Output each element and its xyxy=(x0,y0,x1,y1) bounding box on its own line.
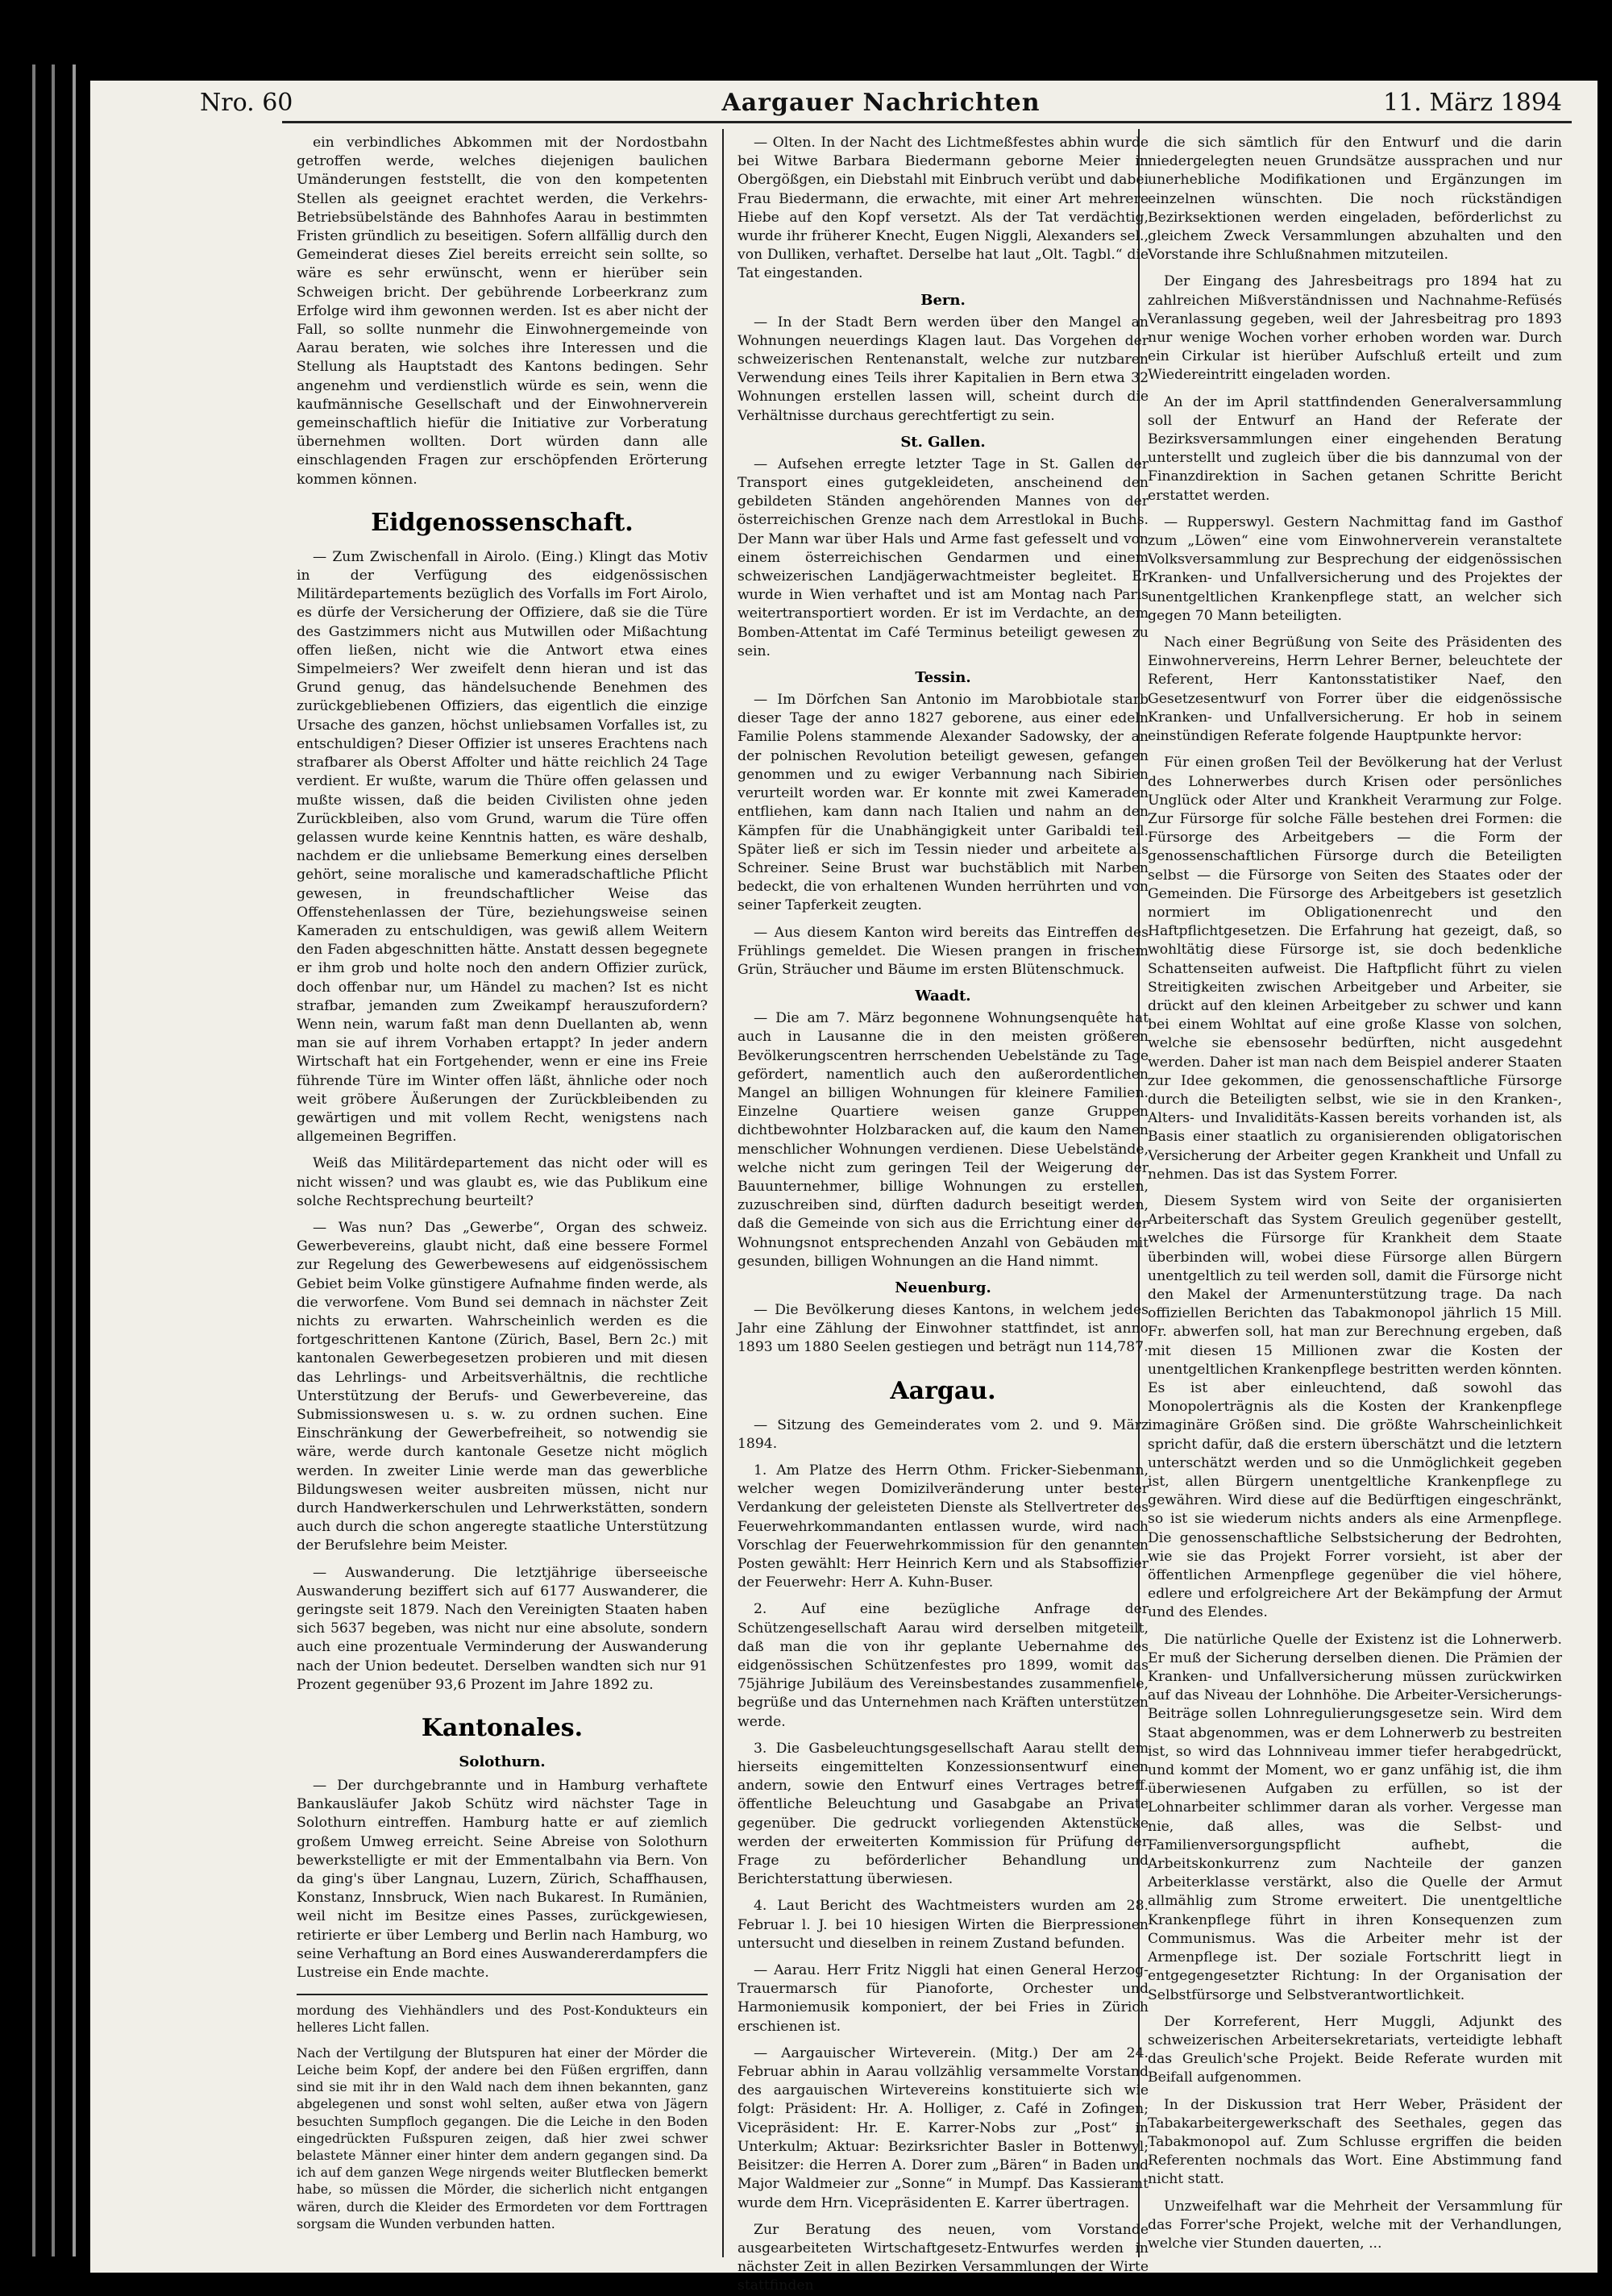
article-paragraph: die sich sämtlich für den Entwurf und die darin niedergelegten neuen Grundsätze aussprachen und nur unerhebliche Modifikationen und Ergänzungen im einzelnen wünschten. Die noch rückständigen Bezirksektionen werden eingeladen, beförderlichst zu gleichem Zweck Versammlungen abzuhalten und den Vorstande ihre Schlußnahmen mitzuteilen. xyxy=(1148,135,1562,264)
article-paragraph: ein verbindliches Abkommen mit der Nordostbahn getroffen werde, welches diejenigen baulichen Umänderungen feststellt, die von den kompetenten Stellen als geeignet erachtet werden, die Verkehrs-Betriebsübelstände des Bahnhofes Aarau in bestimmten Fristen gründlich zu beseitigen. Sofern allfällig durch den Gemeinderat dieses Ziel bereits erreicht sein sollte, so wäre es sehr erwünscht, wenn er hierüber sein Schweigen bricht. Der gebührende Lorbeerkranz zum Erfolge wird ihm gewonnen werden. Ist es aber nicht der Fall, so sollte nunmehr die Einwohnergemeinde von Aarau beraten, wie solches ihre Interessen und die Stellung als Hauptstadt des Kantons bedingen. Sehr angenehm und verdienstlich würde es sein, wenn die kaufmännische Gesellschaft und der Einwohnerverein gemeinschaftlich hiefür die Initiative zur Vorberatung übernehmen wollten. Dort würden dann alle einschlagenden Fragen zur erschöpfenden Erörterung kommen können. xyxy=(297,135,708,488)
article-paragraph: — Die am 7. März begonnene Wohnungsenquête hat auch in Lausanne die in den meisten größeren Bevölkerungscentren herrschenden Uebelstände zu Tage gefördert, namentlich auch den außerordentlichen Mangel an billigen Wohnungen für kleinere Familien. Einzelne Quartiere weisen ganze Gruppen dichtbewohnter Holzbaracken auf, die kaum den Namen menschlicher Wohnungen verdienen. Diese Uebelstände, welche nicht zum geringen Teil der Weigerung der Bauunternehmer, billige Wohnungen zu erstellen, zuzuschreiben sind, dürften dadurch beseitigt werden, daß die Gemeinde von sich aus die Errichtung einer der Wohnungsnot entsprechenden Anzahl von Gebäuden mit gesunden, billigen Wohnungen an die Hand nimmt. xyxy=(737,1010,1149,1270)
book-edge-left xyxy=(32,64,35,2256)
article-paragraph: 1. Am Platze des Herrn Othm. Fricker-Siebenmann, welcher wegen Domizilveränderung unter bester Verdankung der geleisteten Dienste als Stellvertreter des Feuerwehrkommandanten entlassen wurde, wird nach Vorschlag der Feuerwehrkommission für den genannten Posten gewählt: Herr Heinrich Kern und als Stabsoffizier der Feuerwehr: Herr A. Kuhn-Buser. xyxy=(737,1462,1149,1591)
article-paragraph: — Im Dörfchen San Antonio im Marobbiotale starb dieser Tage der anno 1827 geborene, aus einer edeln Familie Polens stammende Alexander Sadowsky, der an der polnischen Revolution beteiligt gewesen, gefangen genommen und zu ewiger Verbannung nach Sibirien verurteilt worden war. Er konnte mit zwei Kameraden entfliehen, kam dann nach Italien und nahm an den Kämpfen für die Unabhängigkeit unter Garibaldi teil. Später ließ er sich im Tessin nieder und arbeitete als Schreiner. Seine Brust war buchstäblich mit Narben bedeckt, die von erhaltenen Wunden herrührten und von seiner Tapferkeit zeugten. xyxy=(737,692,1149,914)
column-1 xyxy=(297,134,708,2246)
newspaper-title: Aargauer Nachrichten xyxy=(721,89,1041,117)
issue-number: Nro. 60 xyxy=(200,89,293,117)
article-paragraph: — Aarau. Herr Fritz Niggli hat einen General Herzog-Trauermarsch für Pianoforte, Orchester und Harmoniemusik komponiert, der bei Fries in Zürich erschienen ist. xyxy=(737,1962,1149,2035)
issue-date: 11. März 1894 xyxy=(1383,89,1562,117)
article-paragraph: — In der Stadt Bern werden über den Mangel an Wohnungen neuerdings Klagen laut. Das Vorgehen der schweizerischen Rentenanstalt, welche zur nutzbaren Verwendung eines Teils ihrer Kapitalien in Bern etwa 32 Wohnungen erstellen lassen will, scheint durch die Verhältnisse durchaus gerechtfertigt zu sein. xyxy=(737,314,1149,424)
article-paragraph: Der Korreferent, Herr Muggli, Adjunkt des schweizerischen Arbeitersekretariats, verteidigte lebhaft das Greulich'sche Projekt. Beide Referate wurden mit Beifall aufgenommen. xyxy=(1148,2013,1562,2086)
article-paragraph: — Was nun? Das „Gewerbe“, Organ des schweiz. Gewerbevereins, glaubt nicht, daß eine bessere Formel zur Regelung des Gewerbewesens auf eidgenössischem Gebiet beim Volke günstigere Aufnahme finden werde, als die verworfene. Vom Bund sei demnach in nächster Zeit nichts zu erwarten. Wahrscheinlich werden es die fortgeschrittenen Kantone (Zürich, Basel, Bern 2c.) mit kantonalen Gewerbegesetzen probieren und mit diesen das Lehrlings- und Arbeitsverhältnis, die rechtliche Unterstützung der Berufs- und Gewerbevereine, das Submissionswesen u. s. w. zu ordnen suchen. Eine Einschränkung der Gewerbefreiheit, so notwendig sie wäre, werde durch kantonale Gesetze nicht möglich werden. In zweiter Linie werde man das gewerbliche Bildungswesen weiter ausbreiten müssen, nicht nur durch Handwerkerschulen und Lehrwerkstätten, sondern auch durch die schon angeregte staatliche Unterstützung der Berufslehre beim Meister. xyxy=(297,1219,708,1554)
article-paragraph: An der im April stattfindenden Generalversammlung soll der Entwurf an Hand der Referate der Bezirksversammlungen einer eingehenden Beratung unterstellt und zugleich über die bis dannzumal von der Finanzdirektion in Sachen getanen Schritte Bericht erstattet werden. xyxy=(1148,393,1562,504)
article-paragraph: Zur Beratung des neuen, vom Vorstande ausgearbeiteten Wirtschaftgesetz-Entwurfes werden in nächster Zeit in allen Bezirken Versammlungen der Wirte stattfinden xyxy=(737,2221,1149,2294)
article-paragraph: Weiß das Militärdepartement das nicht oder will es nicht wissen? und was glaubt es, wie das Publikum eine solche Rechtsprechung beurteilt? xyxy=(297,1155,708,1209)
section-heading: Eidgenossenschaft. xyxy=(371,508,634,537)
canton-heading: Bern. xyxy=(920,291,966,309)
article-paragraph: — Aargauischer Wirteverein. (Mitg.) Der am 24. Februar abhin in Aarau vollzählig versammelte Vorstand des aargauischen Wirtevereins konstituierte sich wie folgt: Präsident: Hr. A. Holliger, z. Café in Zofingen; Vicepräsident: Hr. E. Karrer-Nobs zur „Post“ in Unterkulm; Aktuar: Bezirksrichter Basler in Bottenwyl; Beisitzer: die Herren A. Dorer zum „Bären“ in Baden und Major Waldmeier zur „Sonne“ in Mumpf. Das Kassieramt wurde dem Hrn. Vicepräsidenten E. Karrer übertragen. xyxy=(737,2044,1149,2211)
article-paragraph: — Aufsehen erregte letzter Tage in St. Gallen der Transport eines gutgekleideten, anscheinend den gebildeten Ständen angehörenden Mannes von der österreichischen Grenze nach dem Arrestlokal in Buchs. Der Mann war über Hals und Arme fast gefesselt und von einem österreichischen Gendarmen und einem schweizerischen Landjägerwachtmeister begleitet. Er wurde in Wien verhaftet und ist am Montag nach Paris weitertransportiert worden. Er ist im Verdachte, an dem Bomben-Attentat im Café Terminus beteiligt gewesen zu sein. xyxy=(737,455,1149,659)
article-paragraph: 2. Auf eine bezügliche Anfrage der Schützengesellschaft Aarau wird derselben mitgeteilt, daß man die von ihr geplante Uebernahme des eidgenössischen Schützenfestes pro 1899, womit das 75jährige Jubiläum des Vereinsbestandes zusammenfiele, begrüße und das Unternehmen nach Kräften unterstützen werde. xyxy=(737,1601,1149,1730)
article-paragraph: — Rupperswyl. Gestern Nachmittag fand im Gasthof zum „Löwen“ eine vom Einwohnerverein veranstaltete Volksversammlung zur Besprechung der eidgenössischen Kranken- und Unfallversicherung und des Projektes der unentgeltlichen Krankenpflege statt, an welcher sich gegen 70 Mann beteiligten. xyxy=(1148,514,1562,624)
article-paragraph: Der Eingang des Jahresbeitrags pro 1894 hat zu zahlreichen Mißverständnissen und Nachnahme-Refüsés Veranlassung gegeben, weil der Jahresbeitrag pro 1893 nur wenige Wochen vorher erhoben worden war. Durch ein Cirkular ist hierüber Aufschluß erteilt und zum Wiedereintritt eingeladen worden. xyxy=(1148,273,1562,384)
canton-heading: Neuenburg. xyxy=(895,1279,991,1296)
article-paragraph: Diesem System wird von Seite der organisierten Arbeiterschaft das System Greulich gegenüber gestellt, welches die Fürsorge für Krankheit dem Staate überbinden will, wobei diese Fürsorge allen Bürgern unentgeltlich zu teil werden soll, damit die Fürsorge nicht den Makel der Armenunterstützung trage. Da nach offiziellen Berichten das Tabakmonopol jährlich 15 Mill. Fr. abwerfen soll, hat man zur Berechnung ergeben, daß mit diesen 15 Millionen zwar die Kosten der unentgeltlichen Krankenpflege bestritten werden könnten. Es ist aber einleuchtend, daß sowohl das Monopolerträgnis als die Kosten der Krankenpflege imaginäre Größen sind. Die größte Wahrscheinlichkeit spricht dafür, daß die erstern überschätzt und die letztern unterschätzt werden und so die Unmöglichkeit gegeben ist, allen Bürgern unentgeltliche Krankenpflege zu gewähren. Wird diese auf die Bedürftigen eingeschränkt, so ist sie wiederum nichts anders als eine Armenpflege. Die genossenschaftliche Selbstsicherung der Bedrohten, wie sie das Projekt Forrer vorsieht, ist aber der öffentlichen Armenpflege gegenüber die viel höhere, edlere und erfolgreichere Art der Bekämpfung der Armut und des Elendes. xyxy=(1148,1192,1563,1621)
article-paragraph: 4. Laut Bericht des Wachtmeisters wurden am 28. Februar l. J. bei 10 hiesigen Wirten die Bierpressionen untersucht und dieselben in reinem Zustand befunden. xyxy=(737,1898,1149,1952)
column-3 xyxy=(1148,134,1563,2252)
section-heading: Aargau. xyxy=(890,1376,996,1405)
article-paragraph: Nach einer Begrüßung von Seite des Präsidenten des Einwohnervereins, Herrn Lehrer Berner, beleuchtete der Referent, Herr Kantonsstatistiker Naef, den Gesetzesentwurf von Forrer über die eidgenössische Kranken- und Unfallversicherung. Er hob in seinem einstündigen Referate folgende Hauptpunkte hervor: xyxy=(1148,634,1562,745)
article-paragraph: — Die Bevölkerung dieses Kantons, in welchem jedes Jahr eine Zählung der Einwohner stattfindet, ist anno 1893 um 1880 Seelen gestiegen und beträgt nun 114,787. xyxy=(737,1301,1149,1356)
feuilleton-rule xyxy=(297,1994,708,1995)
column-2 xyxy=(737,134,1149,2294)
article-paragraph: Die natürliche Quelle der Existenz ist die Lohnerwerb. Er muß der Sicherung derselben dienen. Die Prämien der Kranken- und Unfallversicherung müssen zurückwirken auf das Niveau der Lohnhöhe. Die Arbeiter-Versicherungs-Beiträge sollen Lohnregulierungsgesetze sein. Wird dem Staat abgenommen, was er dem Lohnerwerb zu bestreiten ist, so wird das Lohnniveau immer tiefer herabgedrückt, und kommt der Moment, wo er ganz unfähig ist, die ihm überwiesenen Aufgaben zu erfüllen, so ist der Lohnarbeiter schlimmer daran als vorher. Vergesse man nie, daß alles, was die Selbst- und Familienversorgungspflicht aufhebt, die Arbeitskonkurrenz zum Nachteile der ganzen Arbeiterklasse verstärkt, also die Quelle der Armut allmählig zum Strome erweitert. Die unentgeltliche Krankenpflege führt in ihren Konsequenzen zum Communismus. Was die Arbeiter mehr ist der Armenpflege ist. Der soziale Fortschritt liegt in entgegengesetzter Richtung: In der Organisation der Selbstfürsorge und Selbstverantwortlichkeit. xyxy=(1148,1631,1562,2003)
article-paragraph: — Aus diesem Kanton wird bereits das Eintreffen des Frühlings gemeldet. Die Wiesen prangen in frischem Grün, Sträucher und Bäume im ersten Blütenschmuck. xyxy=(737,924,1149,978)
book-edge-right xyxy=(73,64,76,2256)
feuilleton-paragraph: mordung des Viehhändlers und des Post-Kondukteurs ein helleres Licht fallen. xyxy=(297,2003,708,2036)
article-paragraph: — Auswanderung. Die letztjährige überseeische Auswanderung beziffert sich auf 6177 Auswanderer, die geringste seit 1879. Nach den Vereinigten Staaten haben sich 5637 begeben, was nicht nur eine absolute, sondern auch eine prozentuale Verminderung der Auswanderung nach der Union bedeutet. Derselben wandten sich nur 91 Prozent gegenüber 93,6 Prozent im Jahre 1892 zu. xyxy=(297,1564,708,1693)
feuilleton-paragraph: Nach der Vertilgung der Blutspuren hat einer der Mörder die Leiche beim Kopf, der andere bei den Füßen ergriffen, dann sind sie mit ihr in den Wald nach dem ihnen bekannten, ganz abgelegenen und sonst wohl selten, außer etwa von Jägern besuchten Sumpfloch gegangen. Die die Leiche in den Boden eingedrückten Fußspuren zeigen, daß hier zwei schwer belastete Männer einer hinter dem andern gegangen sind. Da ich auf dem ganzen Wege nirgends weiter Blutflecken bemerkt habe, so müssen die Mörder, die sicherlich nicht entgangen wären, durch die Kleider des Ermordeten vor dem Forttragen sorgsam die Wunden verbunden hatten. xyxy=(297,2044,708,2232)
article-paragraph: — Olten. In der Nacht des Lichtmeßfestes abhin wurde bei Witwe Barbara Biedermann geborne Meier in Obergößgen, ein Diebstahl mit Einbruch verübt und dabei Frau Biedermann, die erwachte, mit einer Art mehrere Hiebe auf den Kopf versetzt. Als der Tat verdächtig, wurde ihr früherer Knecht, Eugen Niggli, Alexanders sel., von Dulliken, verhaftet. Derselbe hat laut „Olt. Tagbl.“ die Tat eingestanden. xyxy=(737,135,1149,282)
canton-heading: Waadt. xyxy=(915,988,971,1005)
article-paragraph: — Sitzung des Gemeinderates vom 2. und 9. März 1894. xyxy=(737,1416,1149,1452)
article-paragraph: — Zum Zwischenfall in Airolo. (Eing.) Klingt das Motiv in der Verfügung des eidgenössischen Militärdepartements bezüglich des Vorfalls im Fort Airolo, es dürfe der Versicherung der Offiziere, daß sie die Türe des Gastzimmers nicht aus Mutwillen oder Mißachtung offen ließen, nicht wie die Antwort etwa eines Simpelmeiers? Wer zweifelt denn hieran und ist das Grund genug, das händelsuchende Benehmen des zurückgebliebenen Offiziers, das eigentlich die einzige Ursache des ganzen, höchst unliebsamen Vorfalles ist, zu entschuldigen? Dieser Offizier ist unseres Erachtens nach strafbarer als Oberst Affolter und hätte reichlich 24 Tage verdient. Er wußte, warum die Thüre offen gelassen und mußte wissen, daß die beiden Civilisten ohne jeden Zurückbleiben, also vom Grund, warum die Türe offen gelassen wurde keine Kenntnis hatten, es wäre deshalb, nachdem er die unliebsame Bemerkung eines derselben gehört, seine moralische und kameradschaftliche Pflicht gewesen, in freundschaftlicher Weise das Offenstehenlassen der Türe, beziehungsweise seinen Kameraden zu entschuldigen, was gewiß allem Weitern den Faden abgeschnitten hätte. Anstatt dessen begegnete er ihm grob und holte noch den andern Offizier zurück, doch offenbar nur, um Händel zu machen? Ist es nicht strafbar, jemanden zum Zweikampf herauszufordern? Wenn nein, warum faßt man denn Duellanten ab, wenn man sie auf ihrem Vorhaben ertappt? In jeder andern Wirtschaft hat ein Fortgehender, wenn er eine ins Freie führende Türe im Winter offen läßt, ähnliche oder noch weit gröbere Äußerungen der Zurückbleibenden zu gewärtigen und mit vollem Recht, wenigstens nach allgemeinen Begriffen. xyxy=(297,548,708,1146)
article-paragraph: 3. Die Gasbeleuchtungsgesellschaft Aarau stellt dem hierseits eingemittelten Konzessionsentwurf einen andern, sowie den Entwurf eines Vertrages betreff. öffentliche Beleuchtung und Gasabgabe an Private gegenüber. Die gedruckt vorliegenden Aktenstücke werden der erweiterten Kommission für Prüfung der Frage zu beförderlicher Behandlung und Berichterstattung überwiesen. xyxy=(737,1740,1149,1888)
article-paragraph: Unzweifelhaft war die Mehrheit der Versammlung für das Forrer'sche Projekt, welche mit der Verhandlungen, welche vier Stunden dauerten, ... xyxy=(1148,2198,1562,2252)
canton-heading: Solothurn. xyxy=(459,1753,546,1771)
article-paragraph: Für einen großen Teil der Bevölkerung hat der Verlust des Lohnerwerbes durch Krisen oder persönliches Unglück oder Alter und Krankheit Verarmung zur Folge. Zur Fürsorge für solche Fälle bestehen drei Formen: die Fürsorge des Arbeitgebers — die Form der genossenschaftlichen Fürsorge durch die Beteiligten selbst — die Fürsorge von Seiten des Staates oder der Gemeinden. Die Fürsorge des Arbeitgebers ist gesetzlich normiert im Obligationenrecht und den Haftpflichtgesetzen. Die Erfahrung hat gezeigt, daß, so wohltätig diese Fürsorge ist, sie doch bedenkliche Schattenseiten aufweist. Die Haftpflicht führt zu vielen Streitigkeiten zwischen Arbeitgeber und Arbeiter, sie drückt auf den kleinen Arbeitgeber zu schwer und kann bei einem Wohltat auf eine große Klasse von solchen, welche sie ebensosehr bedürften, nicht ausgedehnt werden. Daher ist man nach dem Beispiel anderer Staaten zur Idee gekommen, die genossenschaftliche Fürsorge durch die Beteiligten selbst, wie sie in den Kranken-, Alters- und Invaliditäts-Kassen bereits vorhanden ist, als Basis einer staatlich zu organisierenden obligatorischen Versicherung der Arbeiter gegen Krankheit und Unfall zu nehmen. Das ist das System Forrer. xyxy=(1148,755,1562,1183)
article-paragraph: — Der durchgebrannte und in Hamburg verhaftete Bankausläufer Jakob Schütz wird nächster Tage in Solothurn eintreffen. Hamburg hatte er auf ziemlich großem Umweg erreicht. Seine Abreise von Solothurn bewerkstelligte er mit der Emmentalbahn via Bern. Von da ging's über Langnau, Luzern, Zürich, Schaffhausen, Konstanz, Innsbruck, Wien nach Bukarest. In Rumänien, weil nicht im Besitze eines Passes, zurückgewiesen, retirierte er über Lemberg und Berlin nach Hamburg, wo seine Verhaftung an Bord eines Auswandererdampfers die Lustreise ein Ende machte. xyxy=(297,1778,708,1982)
page-header xyxy=(200,89,1562,119)
header-rule xyxy=(282,121,1572,123)
column-separator xyxy=(722,129,724,2257)
section-heading: Kantonales. xyxy=(421,1714,584,1743)
article-paragraph: In der Diskussion trat Herr Weber, Präsident der Tabakarbeitergewerkschaft des Seethales, gegen das Tabakmonopol auf. Zum Schlusse ergriffen die beiden Referenten nochmals das Wort. Eine Abstimmung fand nicht statt. xyxy=(1148,2096,1562,2188)
book-edge-middle xyxy=(52,64,55,2256)
canton-heading: St. Gallen. xyxy=(900,433,986,451)
canton-heading: Tessin. xyxy=(915,669,971,687)
